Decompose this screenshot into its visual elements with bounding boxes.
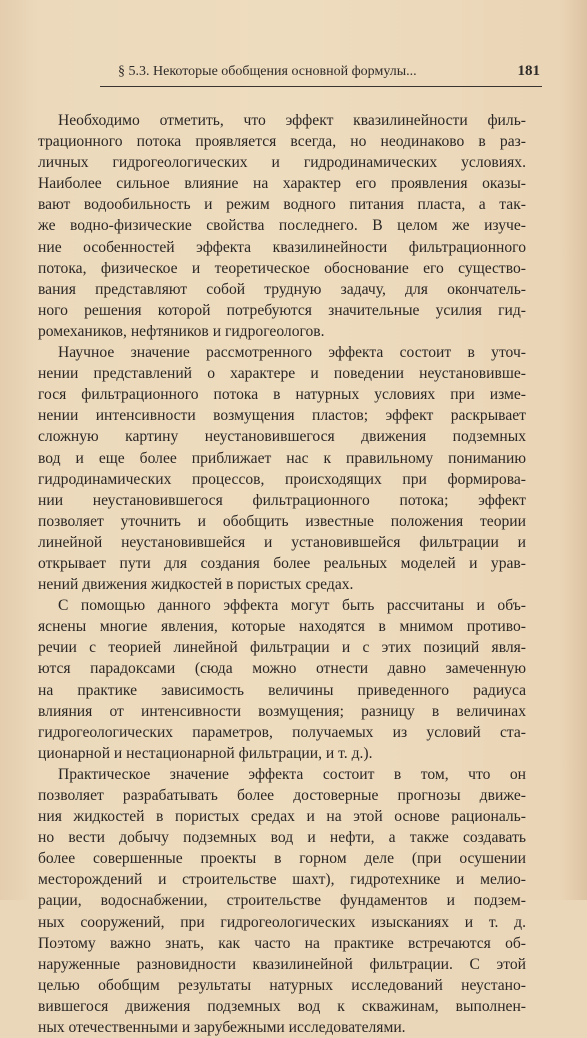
text-line: нии неустановившегося фильтрационного потока; эффект xyxy=(38,491,526,509)
text-line: личных гидрогеологических и гидродинамических условиях. xyxy=(38,154,526,172)
running-head: § 5.3. Некоторые обобщения основной формулы... xyxy=(118,64,417,79)
text-line: Необходимо отметить, что эффект квазилинейности филь- xyxy=(58,112,526,129)
text-line: ние особенностей эффекта квазилинейности фильтрационного xyxy=(38,238,526,256)
text-line: позволяет разрабатывать более достоверные прогнозы движе- xyxy=(38,787,526,804)
text-line: гося фильтрационного потока в натурных условиях при изме- xyxy=(38,386,526,404)
text-line: ных отечественными и зарубежными исследователями. xyxy=(38,1019,406,1037)
text-line: гидродинамических процессов, происходящих при формирова- xyxy=(38,470,526,488)
text-line: целью обобщим результаты натурных исследований неустано- xyxy=(38,976,526,994)
text-line: ромехаников, нефтяников и гидрогеологов. xyxy=(38,322,325,340)
text-line: наруженные разновидности квазилинейной фильтрации. С этой xyxy=(38,955,526,973)
text-line: трационного потока проявляется всегда, но неодинаково в раз- xyxy=(38,133,526,151)
text-line: вод и еще более приближает нас к правильному пониманию xyxy=(38,449,526,467)
text-line: гидрогеологических параметров, получаемых из условий ста- xyxy=(38,723,526,741)
text-line: вания представляют собой трудную задачу, для окончатель- xyxy=(38,280,526,298)
text-line: ния жидкостей в пористых средах и на этой основе рациональ- xyxy=(38,808,526,826)
text-line: на практике зависимость величины приведенного радиуса xyxy=(38,681,526,699)
text-line: ются парадоксами (сюда можно отнести давно замеченную xyxy=(38,660,526,678)
text-line: С помощью данного эффекта могут быть рассчитаны и объ- xyxy=(58,597,526,615)
body-text xyxy=(38,110,526,1038)
text-line: Практическое значение эффекта состоит в том, что он xyxy=(58,765,526,783)
text-line: нении интенсивности возмущения пластов; эффект раскрывает xyxy=(38,407,526,425)
text-line: Поэтому важно знать, как часто на практике встречаются об- xyxy=(38,934,526,952)
page-number: 181 xyxy=(517,63,540,79)
text-line: но вести добычу подземных вод и нефти, а также создавать xyxy=(38,829,526,847)
text-line: нении представлений о характере и поведении неустановивше- xyxy=(38,365,526,383)
text-line: более совершенные проекты в горном деле (при осушении xyxy=(38,850,526,868)
text-line: яснены многие явления, которые находятся в мнимом противо- xyxy=(38,618,526,636)
text-line: вившегося движения подземных вод к скважинам, выполнен- xyxy=(38,997,526,1015)
text-line: речии с теорией линейной фильтрации и с этих позиций явля- xyxy=(38,639,526,657)
text-line: влияния от интенсивности возмущения; разницу в величинах xyxy=(38,702,526,720)
text-line: позволяет уточнить и обобщить известные положения теории xyxy=(38,512,526,530)
text-line: рации, водоснабжении, строительстве фундаментов и подзем- xyxy=(38,892,526,910)
text-line: ного решения которой потребуются значительные усилия гид- xyxy=(38,301,526,319)
text-line: вают водообильность и режим водного питания пласта, а так- xyxy=(38,196,526,214)
text-line: ционарной и нестационарной фильтрации, и т. д.). xyxy=(38,744,373,762)
text-line: Научное значение рассмотренного эффекта состоит в уточ- xyxy=(58,344,526,362)
header-rule xyxy=(100,86,542,87)
text-line: нений движения жидкостей в пористых средах. xyxy=(38,576,354,594)
text-line: же водно-физические свойства последнего. В целом же изуче- xyxy=(38,217,526,235)
text-line: линейной неустановившейся и установившейся фильтрации и xyxy=(38,533,526,551)
page-header xyxy=(100,64,540,86)
text-line: потока, физическое и теоретическое обоснование его существо- xyxy=(38,259,526,277)
text-line: ных сооружений, при гидрогеологических изысканиях и т. д. xyxy=(38,913,526,931)
text-line: Наиболее сильное влияние на характер его проявления оказы- xyxy=(38,175,526,193)
text-line: открывает пути для создания более реальных моделей и урав- xyxy=(38,554,526,572)
text-line: сложную картину неустановившегося движения подземных xyxy=(38,428,526,446)
text-line: месторождений и строительстве шахт), гидротехнике и мелио- xyxy=(38,871,526,889)
